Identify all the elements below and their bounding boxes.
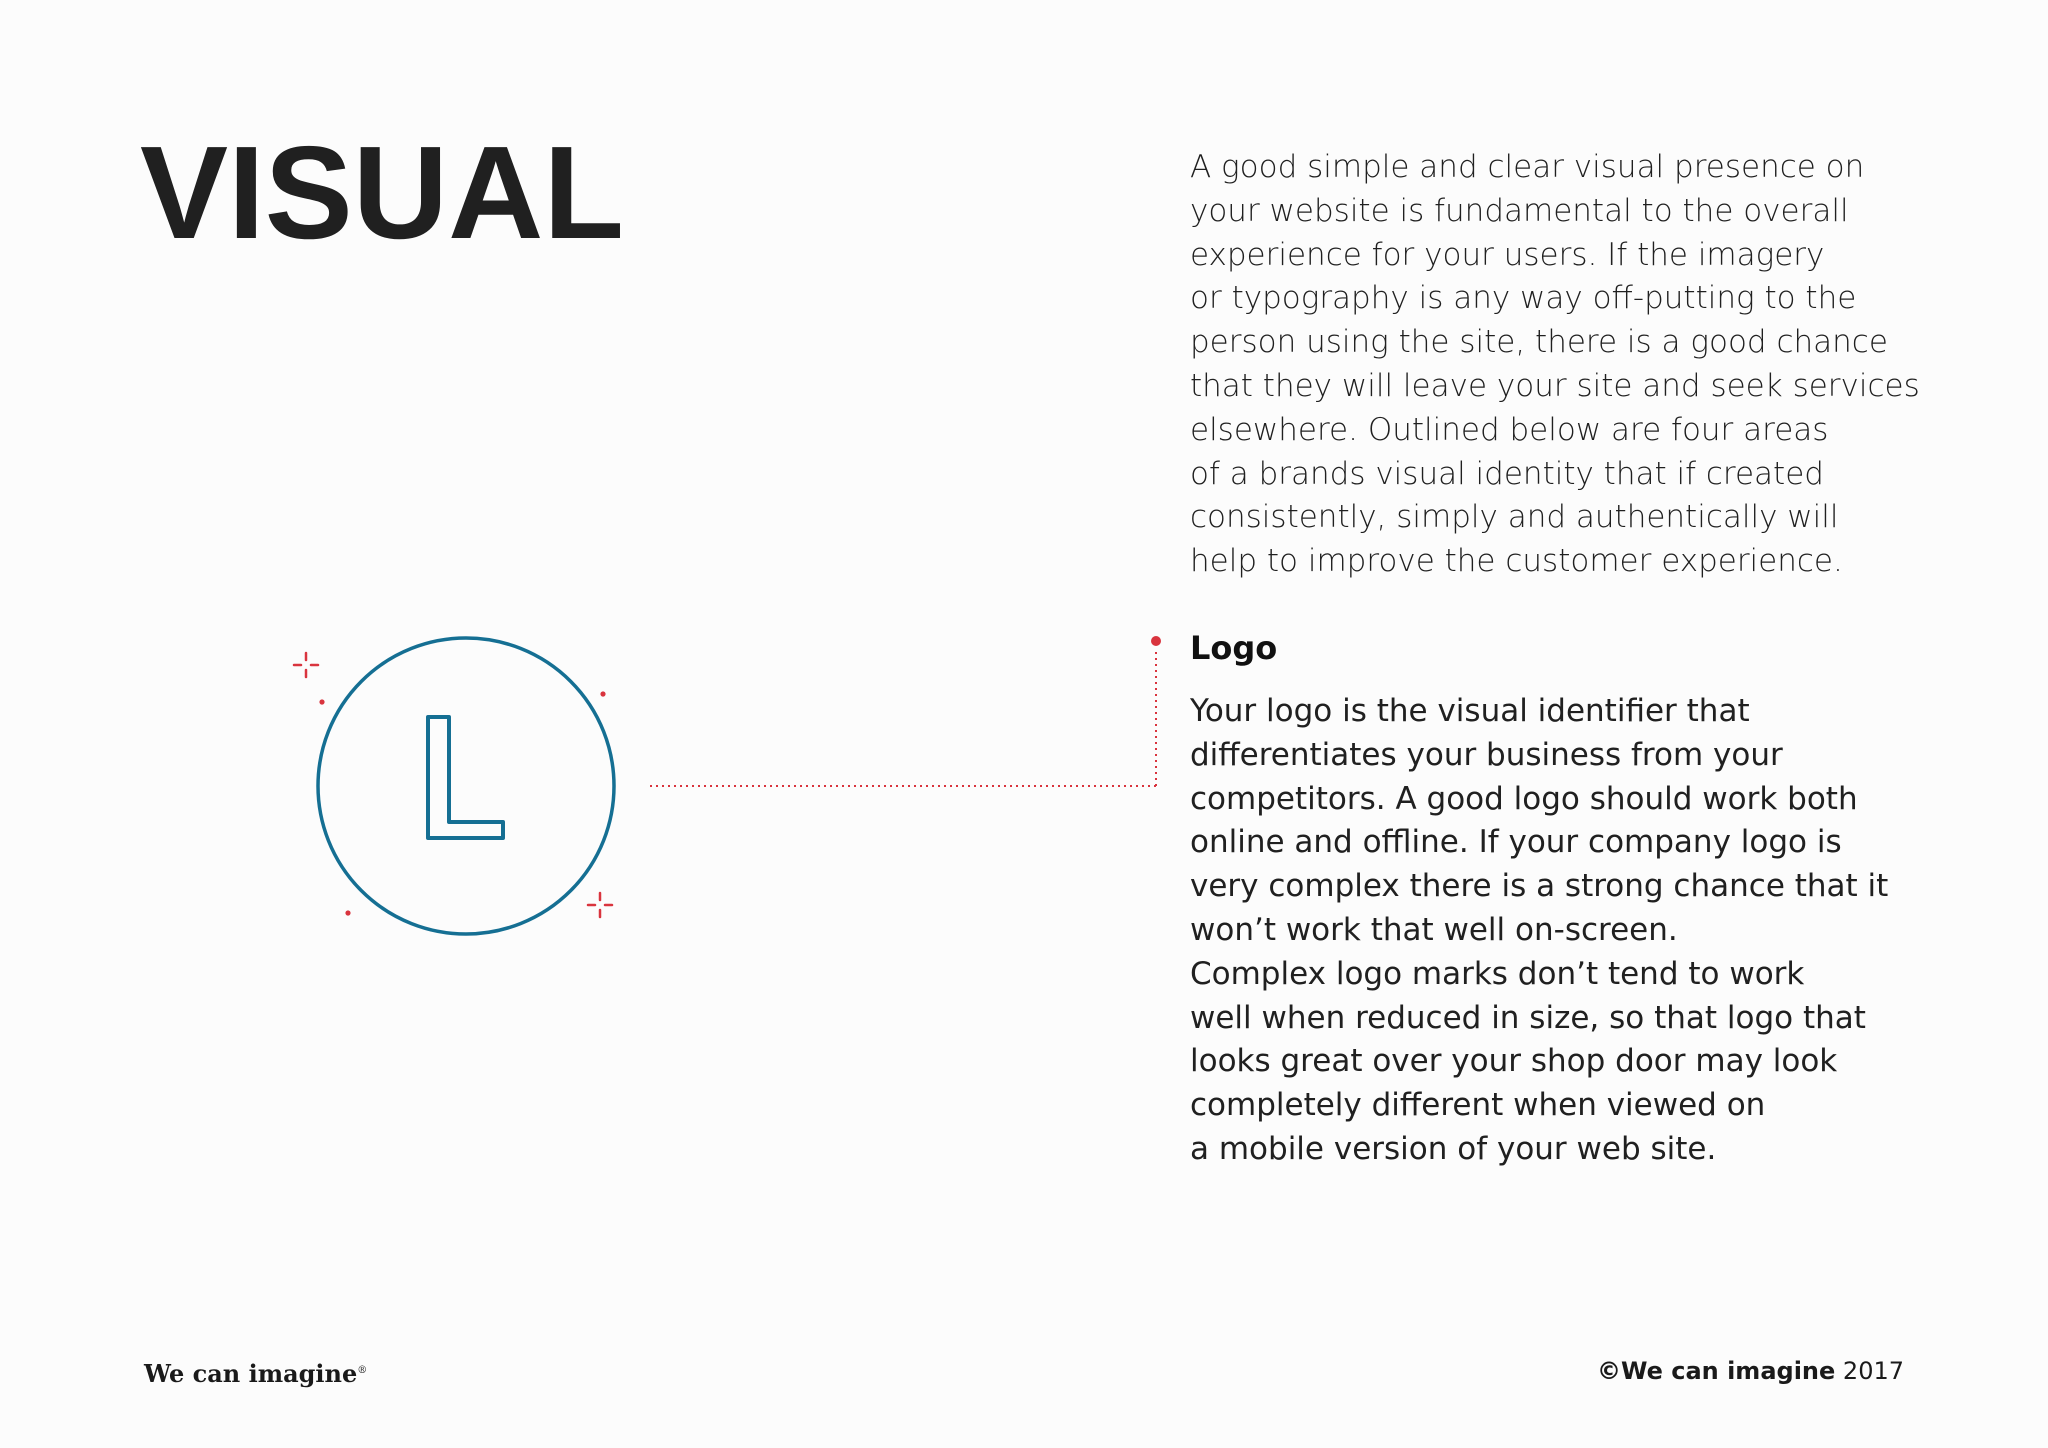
section-body-logo: Your logo is the visual identifier that differentiates your business from your competitors. A good logo should work both online and offline. If your company logo is very complex there is a strong chance that it won’t work that well on-screen. Complex logo marks don’t tend to work well when reduced in size, so that logo that looks great over your shop door may look completely different when viewed on a mobile version of your web site.	[1190, 693, 1889, 1167]
logo-circle	[318, 638, 614, 934]
connector-endpoint	[1151, 636, 1161, 646]
accent-dot	[345, 910, 350, 915]
footer-brand-name: We can imagine	[144, 1359, 358, 1388]
footer-copyright	[1597, 1355, 1904, 1387]
page-title: VISUAL	[140, 119, 625, 266]
copyright-year: 2017	[1842, 1357, 1904, 1385]
footer-brand	[144, 1355, 367, 1390]
copyright-brand: ©We can imagine	[1596, 1357, 1836, 1385]
section-heading-logo: Logo	[1190, 629, 1278, 667]
sparkle-icon	[588, 893, 612, 917]
registered-mark: ®	[357, 1365, 368, 1376]
sparkle-icon	[294, 653, 318, 677]
logo-letter-l-icon	[428, 717, 503, 838]
accent-dot	[600, 691, 605, 696]
intro-paragraph: A good simple and clear visual presence on your website is fundamental to the overall experience for your users. If the imagery or typography is any way off-putting to the person using the site, there is a good chance that they will leave your site and seek services elsewhere. Outlined below are four areas of a brands visual identity that if created consistently, simply and authentically will help to improve the customer experience.	[1190, 149, 1920, 580]
accent-dot	[319, 699, 324, 704]
